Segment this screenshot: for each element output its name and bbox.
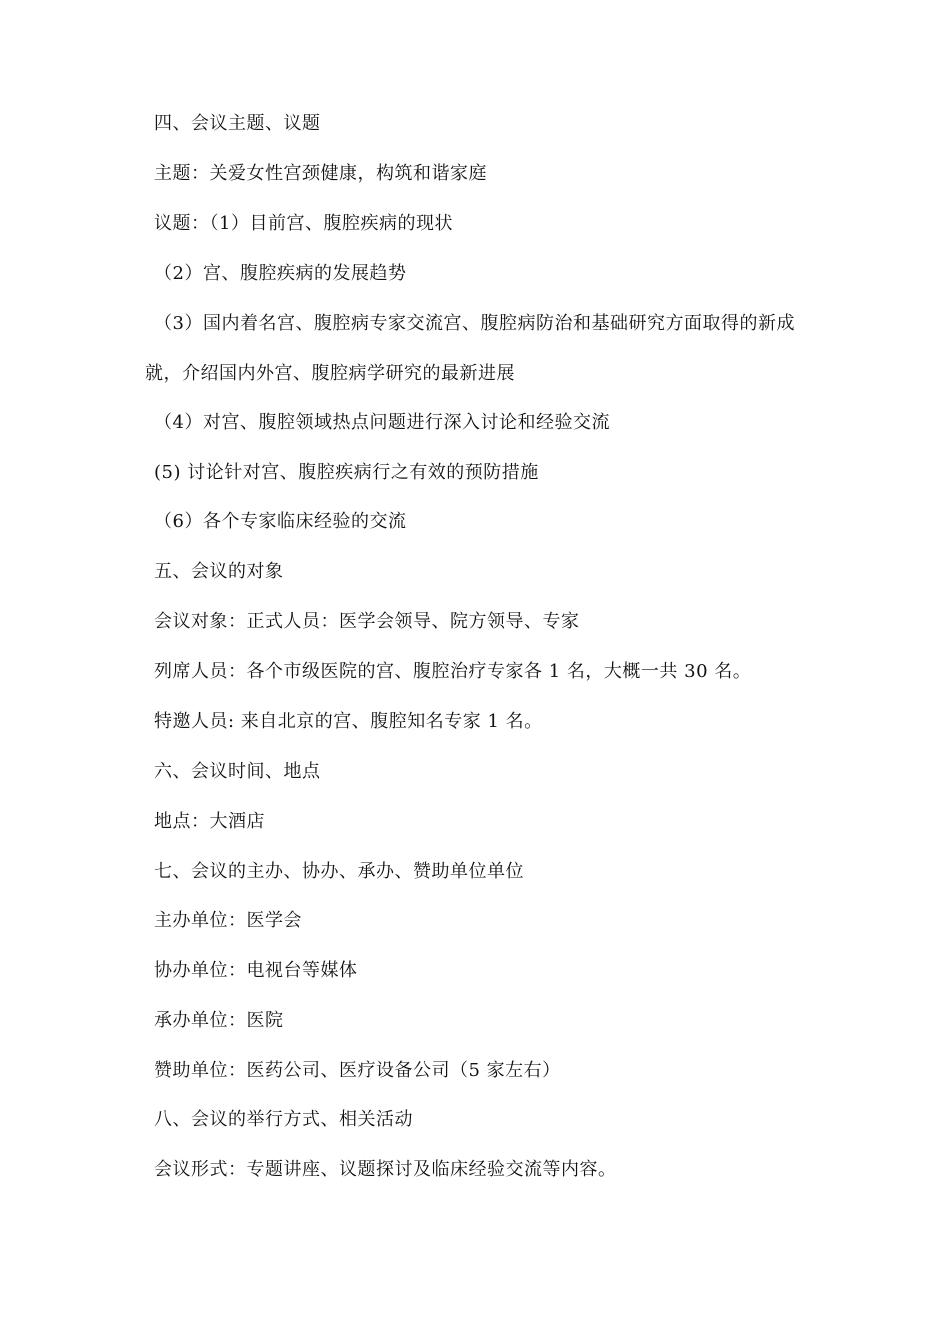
section-heading-topics: 四、会议主题、议题	[154, 113, 321, 134]
section-heading-time-place: 六、会议时间、地点	[154, 761, 321, 782]
venue-line: 地点：大酒店	[154, 811, 265, 832]
section-heading-organizers: 七、会议的主办、协办、承办、赞助单位单位	[154, 861, 524, 882]
topic-item-6: （6）各个专家临床经验的交流	[154, 511, 407, 532]
section-heading-format: 八、会议的举行方式、相关活动	[154, 1109, 413, 1130]
attendees-official: 会议对象：正式人员：医学会领导、院方领导、专家	[154, 611, 580, 632]
organizer-sponsor: 赞助单位：医药公司、医疗设备公司（5 家左右）	[154, 1060, 561, 1081]
attendees-invited: 特邀人员: 来自北京的宫、腹腔知名专家 1 名。	[154, 711, 543, 732]
topic-item-3-continued: 就，介绍国内外宫、腹腔病学研究的最新进展	[145, 363, 515, 384]
topic-item-4: （4）对宫、腹腔领域热点问题进行深入讨论和经验交流	[154, 412, 610, 433]
topic-item-3: （3）国内着名宫、腹腔病专家交流宫、腹腔病防治和基础研究方面取得的新成	[154, 313, 795, 334]
section-heading-attendees: 五、会议的对象	[154, 561, 284, 582]
organizer-host: 主办单位：医学会	[154, 910, 302, 931]
topic-item-1: 议题：（1）目前宫、腹腔疾病的现状	[154, 213, 453, 234]
attendees-observers: 列席人员：各个市级医院的宫、腹腔治疗专家各 1 名，大概一共 30 名。	[154, 661, 752, 682]
organizer-co-host: 协办单位：电视台等媒体	[154, 960, 358, 981]
topic-item-2: （2）宫、腹腔疾病的发展趋势	[154, 263, 407, 284]
topic-item-5: (5) 讨论针对宫、腹腔疾病行之有效的预防措施	[154, 462, 539, 483]
organizer-undertaker: 承办单位：医院	[154, 1010, 284, 1031]
format-line: 会议形式：专题讲座、议题探讨及临床经验交流等内容。	[154, 1159, 617, 1180]
theme-line: 主题：关爱女性宫颈健康，构筑和谐家庭	[154, 163, 487, 184]
